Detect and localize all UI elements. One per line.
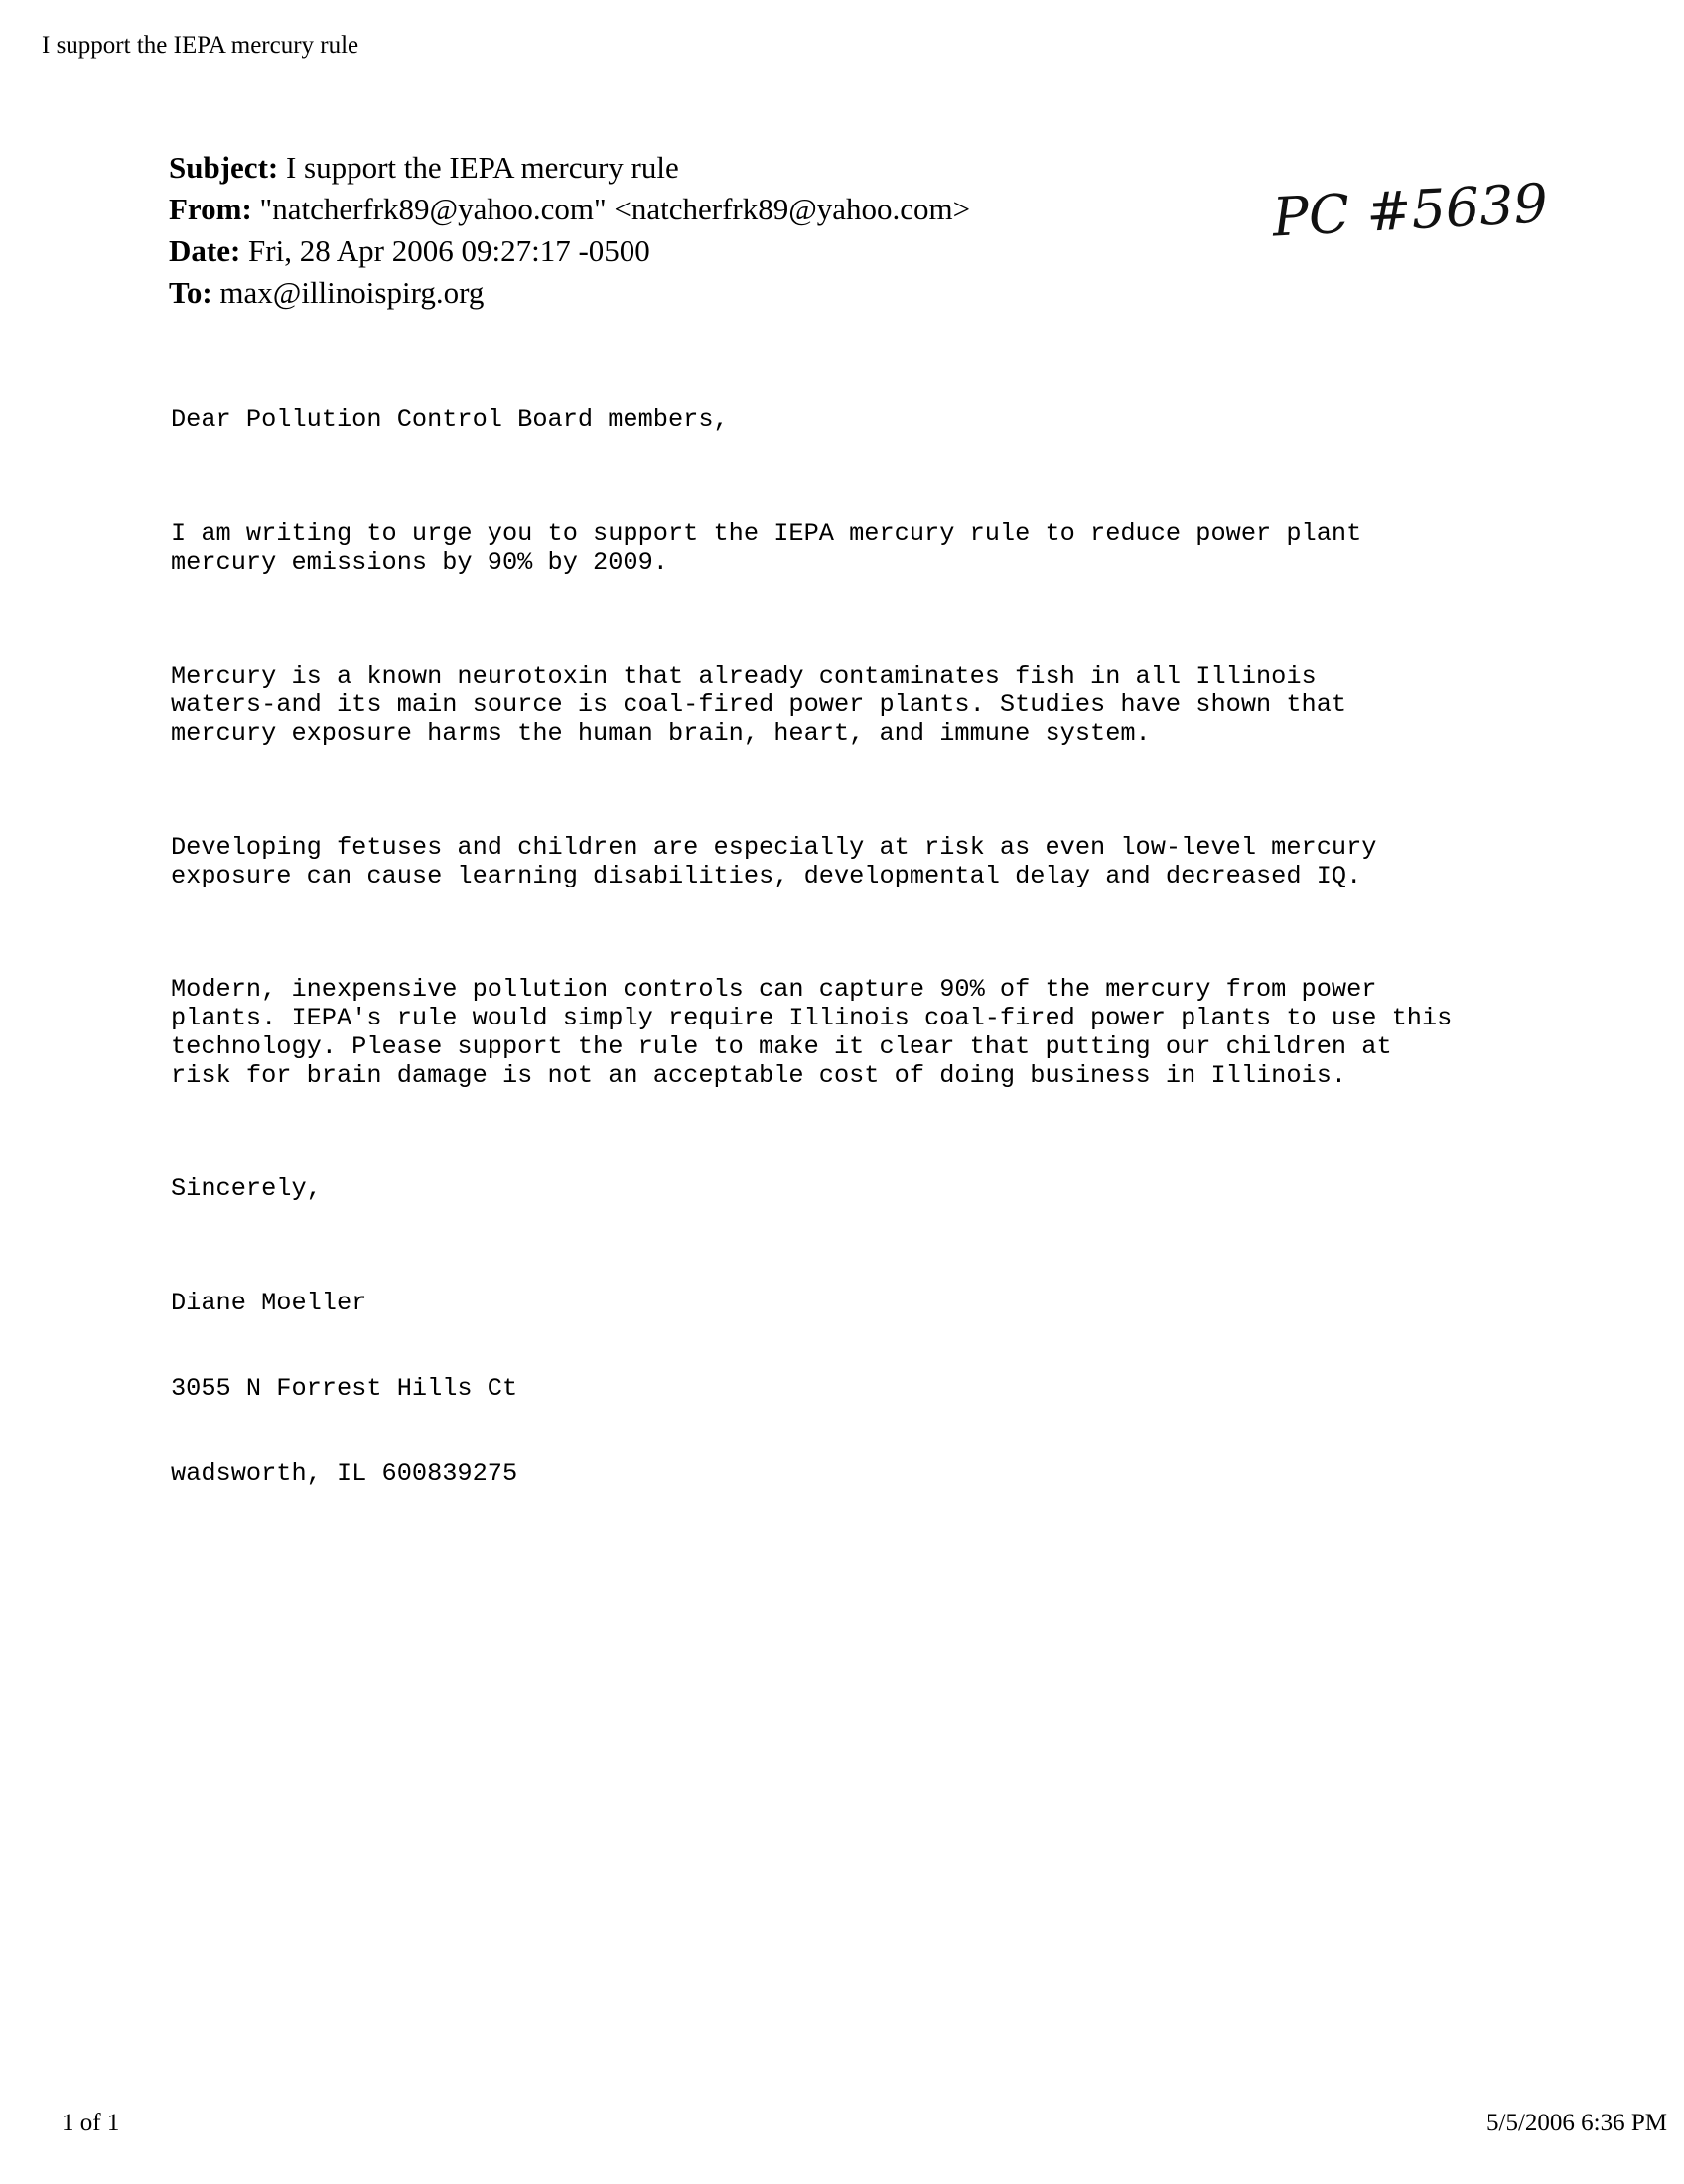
printed-timestamp: 5/5/2006 6:36 PM (1486, 2110, 1667, 2136)
greeting: Dear Pollution Control Board members, (171, 405, 729, 435)
email-headers (169, 147, 970, 314)
handwritten-note (1269, 171, 1567, 270)
signature-street: 3055 N Forrest Hills Ct (171, 1374, 518, 1404)
handwritten-note-text: PC #5639 (1271, 172, 1550, 249)
paragraph-3: Developing fetuses and children are especially at risk as even low-level mercury exposure can cause learning disabilities, developmental delay and decreased IQ. (171, 832, 1377, 890)
paragraph-4: Modern, inexpensive pollution controls can capture 90% of the mercury from power plants. IEPA's rule would simply require Illinois coal-fired power plants to use this technology. Please support the rule to make it clear that putting our children at risk for brain damage is not an acceptable cost of doing business in Illinois. (171, 975, 1453, 1090)
date-value: Fri, 28 Apr 2006 09:27:17 -0500 (240, 233, 650, 268)
page-count: 1 of 1 (62, 2110, 120, 2136)
email-body (171, 349, 1660, 1518)
subject-value: I support the IEPA mercury rule (278, 150, 679, 185)
from-value: "natcherfrk89@yahoo.com" <natcherfrk89@yahoo.com> (251, 192, 971, 226)
subject-row (169, 147, 970, 189)
date-row (169, 230, 970, 272)
subject-label: Subject: (169, 150, 279, 185)
date-label: Date: (169, 233, 241, 268)
to-row (169, 272, 970, 314)
from-label: From: (169, 192, 252, 226)
page-header-title: I support the IEPA mercury rule (42, 32, 359, 59)
to-value: max@illinoispirg.org (211, 275, 485, 310)
to-label: To: (169, 275, 212, 310)
signature-city: wadsworth, IL 600839275 (171, 1459, 518, 1489)
closing: Sincerely, (171, 1174, 322, 1204)
signature-name: Diane Moeller (171, 1289, 367, 1318)
from-row (169, 189, 970, 230)
paragraph-1: I am writing to urge you to support the IEPA mercury rule to reduce power plant mercury emissions by 90% by 2009. (171, 519, 1362, 577)
paragraph-2: Mercury is a known neurotoxin that already contaminates fish in all Illinois waters-and its main source is coal-fired power plants. Studies have shown that mercury exposure harms the human brain, heart, and immune system. (171, 661, 1347, 749)
